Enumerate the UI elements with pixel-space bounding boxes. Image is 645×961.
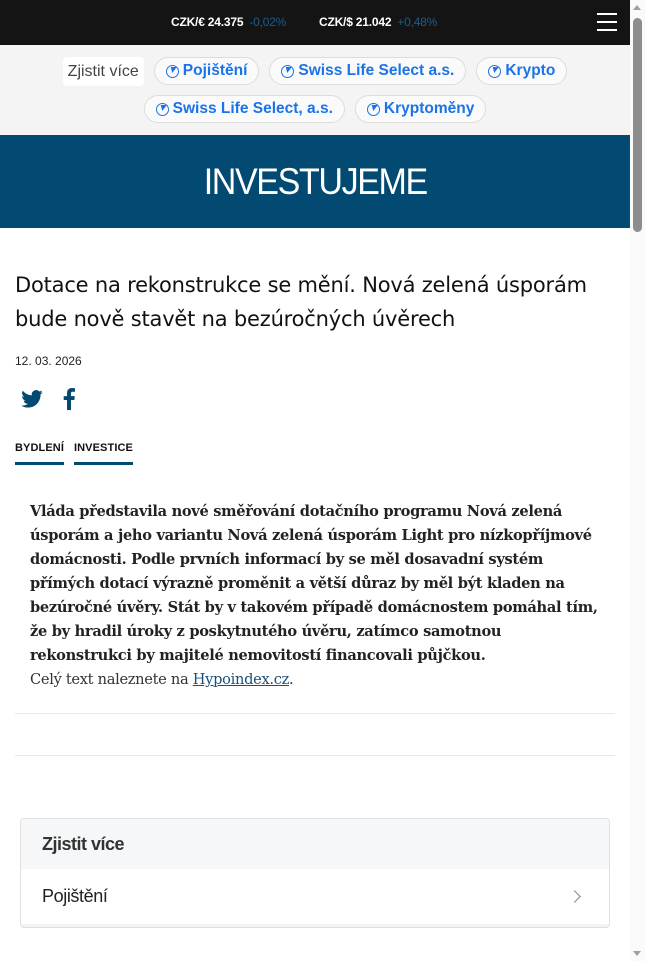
facebook-icon[interactable] [63, 388, 75, 410]
learn-more-card [20, 818, 610, 928]
share-buttons [15, 386, 615, 412]
rate-usd-value: CZK/$ 21.042 [319, 15, 392, 29]
pill-label: Swiss Life Select a.s. [298, 62, 455, 79]
pill-label: Kryptoměny [383, 100, 475, 117]
article [0, 268, 630, 756]
currency-ticker [0, 0, 630, 45]
topic-pill-swiss-life[interactable] [269, 57, 466, 85]
pill-label: Krypto [505, 62, 556, 79]
card-item-pojisteni[interactable] [21, 869, 609, 927]
twitter-icon[interactable] [21, 390, 43, 408]
rate-usd [319, 15, 437, 29]
article-perex: Vláda představila nové směřování dotačního programu Nová zelená úsporám a jeho variantu Nová zelená úsporám Light pro nízkopříjmové domácnosti. Podle prvních informací by se měl dosavadní systém přímých dotací výrazně proměnit a větší důraz by měl být kladen na bezúročné úvěry. Stát by v takovém případě domácnostem pomáhal tím, že by hradil úroky z poskytnutého úvěru, zatímco samotnou rekonstrukci by majitelé nemovitostí financovali půjčkou. [30, 503, 598, 664]
scrollbar-thumb[interactable] [633, 18, 642, 232]
source-prefix: Celý text naleznete na [30, 671, 193, 688]
topic-pill-swiss-life-2[interactable] [144, 95, 345, 123]
scroll-up-arrow-icon[interactable] [633, 5, 641, 10]
source-line [30, 668, 600, 692]
pill-label: Swiss Life Select, a.s. [172, 100, 333, 117]
source-link[interactable]: Hypoindex.cz [192, 671, 289, 688]
topics-bar [0, 45, 630, 135]
bolt-icon [156, 103, 169, 116]
card-title: Zjistit více [21, 819, 609, 869]
divider [15, 755, 615, 756]
rate-eur-change: -0,02% [249, 15, 287, 29]
site-logo[interactable]: INVESTUJEME [203, 160, 427, 202]
article-body [15, 500, 615, 692]
scroll-down-arrow-icon[interactable] [633, 951, 641, 956]
topics-label: Zjistit více [63, 57, 144, 86]
chevron-right-icon [568, 890, 581, 903]
article-title: Dotace na rekonstrukce se mění. Nová zelená úsporám bude nově stavět na bezúročných úvěrech [15, 273, 587, 331]
rate-eur [171, 15, 286, 29]
tag-bydleni[interactable]: BYDLENÍ [15, 442, 64, 465]
bolt-icon [367, 103, 380, 116]
source-suffix: . [288, 671, 294, 688]
bolt-icon [488, 65, 501, 78]
bolt-icon [281, 65, 294, 78]
pill-label: Pojištění [182, 62, 248, 79]
scrollbar[interactable] [630, 0, 645, 961]
brand-banner [0, 135, 630, 228]
bolt-icon [166, 65, 179, 78]
tag-investice[interactable]: INVESTICE [74, 442, 133, 465]
card-item-label: Pojištění [42, 886, 108, 906]
topic-pill-pojisteni[interactable] [154, 57, 260, 85]
rate-usd-change: +0,48% [397, 15, 438, 29]
menu-hamburger-icon[interactable] [597, 13, 617, 31]
divider [15, 713, 615, 714]
article-date: 12. 03. 2026 [15, 354, 82, 368]
topic-pill-kryptomeny[interactable] [355, 95, 486, 123]
article-tags [15, 442, 615, 465]
topic-pill-krypto[interactable] [476, 57, 567, 85]
rate-eur-value: CZK/€ 24.375 [171, 15, 244, 29]
